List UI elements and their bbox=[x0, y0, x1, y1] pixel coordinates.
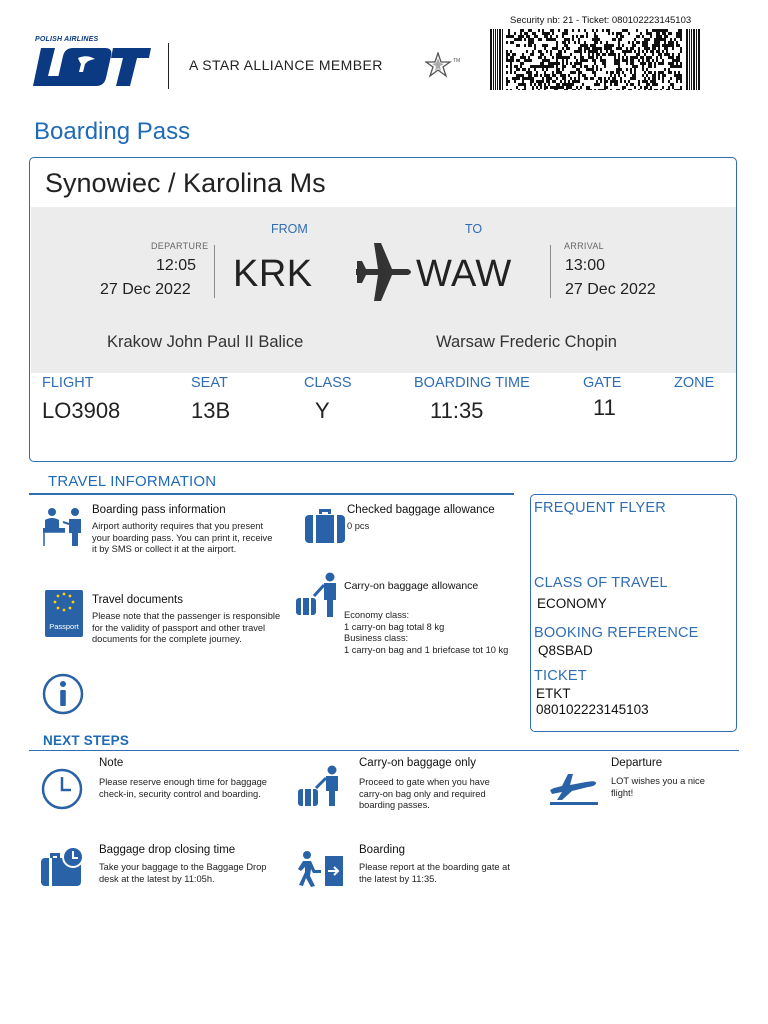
lot-logo bbox=[33, 46, 151, 88]
destination-airport: Warsaw Frederic Chopin bbox=[436, 333, 617, 351]
departure-title: Departure bbox=[611, 757, 663, 769]
departure-time: 12:05 bbox=[156, 257, 197, 274]
carry-on-only-icon bbox=[296, 765, 344, 807]
zone-label: ZONE bbox=[674, 375, 715, 391]
class-label: CLASS bbox=[304, 375, 352, 391]
svg-text:TM: TM bbox=[453, 58, 461, 64]
passport-label: Passport bbox=[49, 622, 79, 631]
star-alliance-icon bbox=[425, 52, 461, 78]
note-body: Please reserve enough time for baggage check-in, security control and boarding. bbox=[99, 777, 267, 799]
pdf417-barcode bbox=[490, 29, 700, 90]
ticket-number: 080102223145103 bbox=[536, 702, 649, 717]
departure-date: 27 Dec 2022 bbox=[100, 281, 191, 298]
arrival-label: ARRIVAL bbox=[564, 241, 604, 251]
origin-code: KRK bbox=[233, 253, 313, 295]
travel-documents-title: Travel documents bbox=[92, 594, 183, 606]
boarding-pass-info-title: Boarding pass information bbox=[92, 504, 226, 516]
flight-label: FLIGHT bbox=[42, 375, 94, 391]
origin-airport: Krakow John Paul II Balice bbox=[107, 333, 304, 351]
eu-stars-icon bbox=[45, 590, 83, 620]
departure-divider bbox=[214, 245, 215, 298]
airplane-icon bbox=[354, 241, 414, 303]
passenger-name: Synowiec / Karolina Ms bbox=[45, 168, 326, 198]
ticket-type: ETKT bbox=[536, 686, 571, 701]
travel-info-heading: TRAVEL INFORMATION bbox=[48, 473, 217, 490]
departure-label: DEPARTURE bbox=[151, 241, 209, 251]
arrival-divider bbox=[550, 245, 551, 298]
checked-suitcase-icon bbox=[304, 507, 346, 544]
gate-value: 11 bbox=[593, 395, 616, 420]
note-title: Note bbox=[99, 757, 124, 769]
boarding-title: Boarding bbox=[359, 844, 406, 856]
airport-counter-icon bbox=[41, 506, 87, 546]
class-of-travel-label: CLASS OF TRAVEL bbox=[534, 575, 668, 591]
flight-number: LO3908 bbox=[42, 398, 121, 423]
carryon-only-title: Carry-on baggage only bbox=[359, 757, 476, 769]
next-steps-rule bbox=[29, 750, 739, 751]
arrival-time: 13:00 bbox=[565, 257, 606, 274]
boarding-body: Please report at the boarding gate at the latest by 11:35. bbox=[359, 862, 510, 884]
travel-documents-body: Please note that the passenger is responsible for the validity of passport and other travel documents for the complete journey. bbox=[92, 611, 281, 644]
star-alliance-text: A STAR ALLIANCE MEMBER bbox=[189, 57, 383, 73]
class-of-travel-value: ECONOMY bbox=[537, 596, 607, 611]
baggage-drop-icon bbox=[40, 845, 86, 887]
passport-icon bbox=[45, 590, 83, 637]
travel-info-rule bbox=[29, 493, 514, 495]
to-label: TO bbox=[465, 222, 483, 236]
seat-value: 13B bbox=[191, 398, 231, 423]
carryon-allowance-title: Carry-on baggage allowance bbox=[344, 580, 479, 592]
checked-baggage-title: Checked baggage allowance bbox=[347, 504, 495, 516]
boarding-gate-icon bbox=[297, 850, 345, 888]
booking-reference-label: BOOKING REFERENCE bbox=[534, 625, 699, 641]
ticket-label: TICKET bbox=[534, 668, 587, 684]
destination-code: WAW bbox=[416, 253, 512, 295]
gate-label: GATE bbox=[583, 375, 622, 391]
page-title: Boarding Pass bbox=[34, 118, 191, 145]
info-icon bbox=[42, 673, 84, 715]
boarding-time-label: BOARDING TIME bbox=[414, 375, 530, 391]
seat-label: SEAT bbox=[191, 375, 228, 391]
booking-reference-value: Q8SBAD bbox=[538, 643, 593, 658]
carryon-allowance-body: Economy class: 1 carry-on bag total 8 kg Business class: 1 carry-on bag and 1 briefcase tot 10 kg bbox=[344, 610, 509, 655]
departure-body: LOT wishes you a nice flight! bbox=[611, 776, 705, 798]
clock-icon bbox=[41, 768, 83, 810]
departing-plane-icon bbox=[548, 770, 600, 806]
from-label: FROM bbox=[271, 222, 308, 236]
carryon-only-body: Proceed to gate when you have carry-on bag only and required boarding passes. bbox=[359, 777, 490, 810]
logo-divider bbox=[168, 43, 169, 89]
baggage-drop-body: Take your baggage to the Baggage Drop desk at the latest by 11:05h. bbox=[99, 862, 267, 884]
carry-on-traveller-icon bbox=[294, 572, 342, 618]
next-steps-heading: NEXT STEPS bbox=[43, 733, 130, 748]
boarding-pass-info-body: Airport authority requires that you present your boarding pass. You can print it, receive it by SMS or collect it at the airport. bbox=[92, 521, 273, 554]
checked-baggage-body: 0 pcs bbox=[347, 521, 370, 531]
airline-tagline: POLISH AIRLINES bbox=[35, 36, 99, 43]
baggage-drop-title: Baggage drop closing time bbox=[99, 844, 236, 856]
class-value: Y bbox=[315, 398, 330, 423]
frequent-flyer-label: FREQUENT FLYER bbox=[534, 500, 666, 516]
boarding-time-value: 11:35 bbox=[430, 398, 484, 423]
arrival-date: 27 Dec 2022 bbox=[565, 281, 656, 298]
security-ticket-line: Security nb: 21 - Ticket: 080102223145103 bbox=[510, 15, 692, 26]
